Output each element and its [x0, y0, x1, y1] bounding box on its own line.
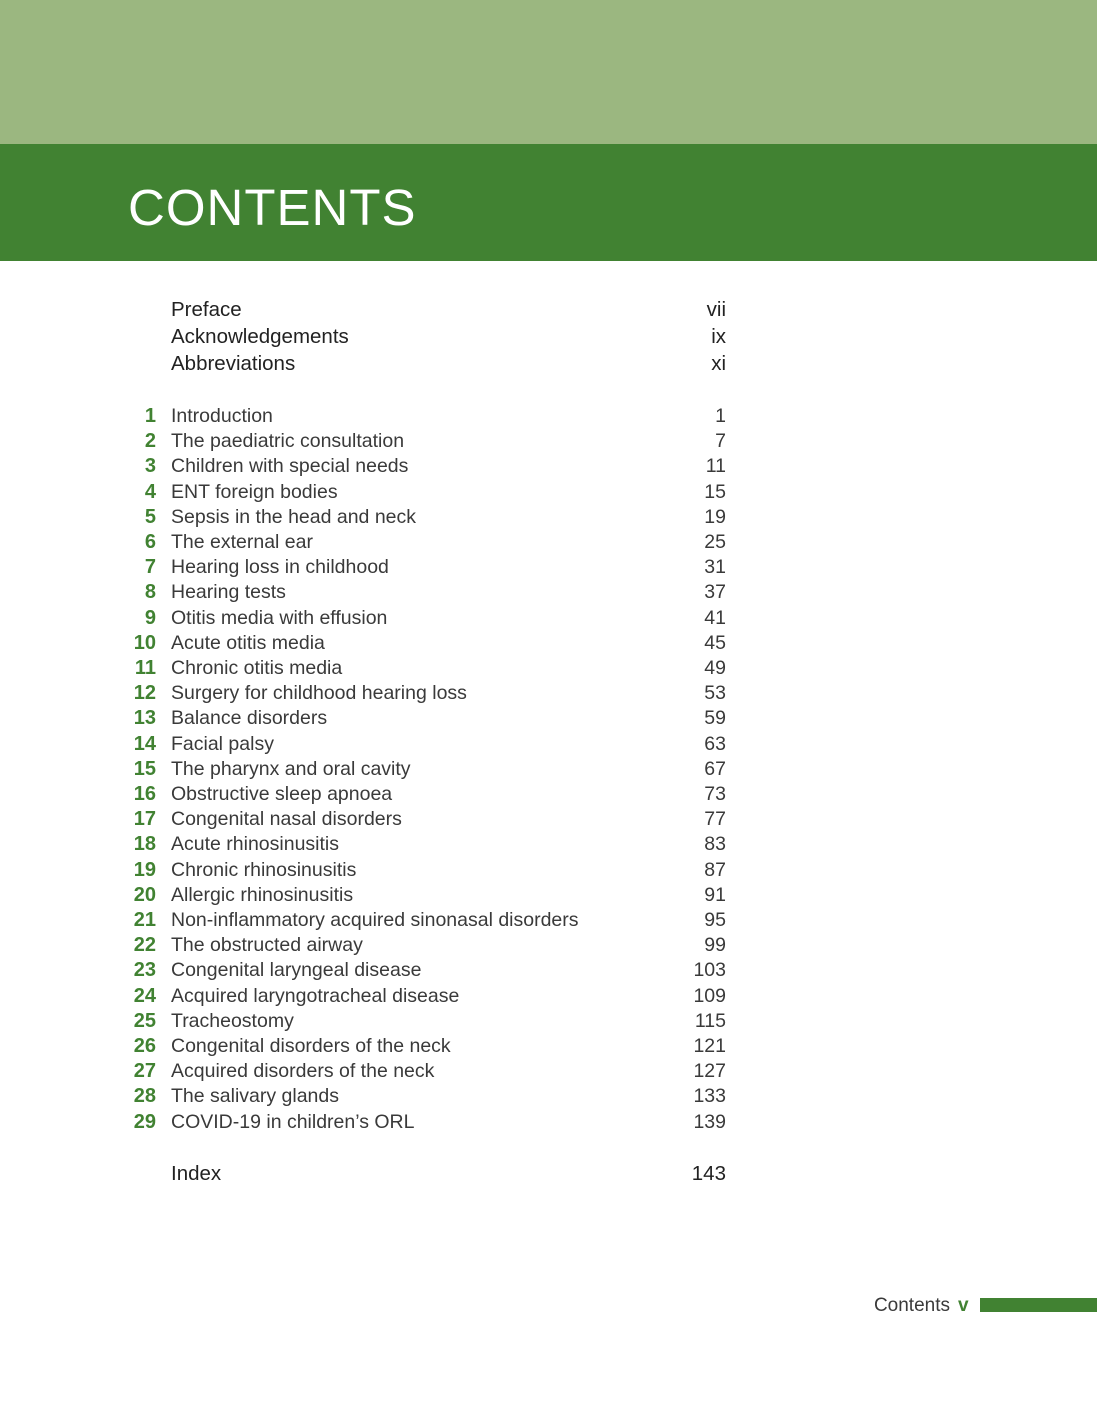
chapter-number: 6	[144, 531, 156, 553]
chapter-page: 91	[704, 883, 726, 906]
chapter-row[interactable]	[0, 731, 1097, 756]
chapter-row[interactable]	[0, 983, 1097, 1008]
chapter-title: Balance disorders	[171, 707, 328, 730]
chapter-title: Sepsis in the head and neck	[171, 505, 417, 528]
front-matter-item[interactable]	[0, 296, 1097, 323]
chapter-row[interactable]	[0, 630, 1097, 655]
chapter-page: 127	[693, 1060, 726, 1083]
chapter-page: 49	[704, 657, 726, 679]
chapter-page: 77	[704, 808, 726, 831]
footer-label: Contents	[873, 1295, 950, 1316]
chapter-number: 10	[133, 631, 156, 654]
chapter-row[interactable]	[0, 781, 1097, 806]
chapter-page: 99	[704, 934, 726, 957]
chapter-number: 9	[144, 606, 156, 629]
chapter-title: Obstructive sleep apnoea	[171, 783, 393, 805]
chapter-title: Hearing loss in childhood	[171, 556, 389, 579]
front-matter-page: xi	[711, 352, 726, 375]
chapter-page: 73	[704, 783, 726, 805]
page-title: CONTENTS	[128, 179, 417, 236]
chapter-page: 37	[704, 581, 726, 604]
chapter-page: 41	[704, 606, 726, 629]
chapter-title: Surgery for childhood hearing loss	[171, 682, 467, 705]
chapter-number: 3	[144, 455, 156, 478]
chapter-page: 63	[704, 732, 726, 755]
chapter-page: 25	[704, 531, 726, 553]
front-matter-item[interactable]	[0, 323, 1097, 350]
chapter-number: 28	[133, 1085, 156, 1108]
chapter-page: 1	[715, 405, 726, 427]
chapter-row[interactable]	[0, 882, 1097, 907]
chapter-row[interactable]	[0, 756, 1097, 781]
front-matter-item[interactable]	[0, 350, 1097, 377]
chapter-title: Allergic rhinosinusitis	[171, 883, 354, 906]
chapter-number: 8	[144, 581, 156, 604]
chapter-page: 31	[704, 556, 726, 579]
back-matter-page: 143	[691, 1162, 726, 1185]
chapter-title: The pharynx and oral cavity	[171, 757, 411, 780]
back-matter-item[interactable]	[0, 1160, 1097, 1187]
chapter-page: 109	[693, 984, 726, 1007]
chapter-title: Acquired disorders of the neck	[171, 1060, 435, 1083]
chapter-title: Congenital disorders of the neck	[171, 1035, 451, 1057]
chapter-row[interactable]	[0, 605, 1097, 630]
chapter-page: 115	[694, 1009, 726, 1032]
chapter-page: 15	[704, 480, 726, 503]
chapter-row[interactable]	[0, 579, 1097, 604]
chapter-row[interactable]	[0, 932, 1097, 957]
chapter-number: 12	[133, 682, 156, 705]
chapter-page: 59	[704, 707, 726, 730]
chapter-title: Children with special needs	[171, 455, 409, 478]
chapter-number: 2	[144, 430, 156, 453]
chapter-title: ENT foreign bodies	[171, 480, 338, 503]
chapter-page: 83	[704, 833, 726, 856]
chapter-page: 11	[705, 455, 726, 478]
chapter-title: Non-inflammatory acquired sinonasal disorders	[171, 909, 579, 931]
chapter-row[interactable]	[0, 1109, 1097, 1134]
chapter-row[interactable]	[0, 479, 1097, 504]
chapter-title: COVID-19 in children’s ORL	[171, 1110, 415, 1133]
chapter-number: 20	[133, 883, 156, 906]
chapter-number: 29	[133, 1110, 156, 1133]
chapter-row[interactable]	[0, 806, 1097, 831]
chapter-row[interactable]	[0, 403, 1097, 428]
chapter-title: Chronic rhinosinusitis	[171, 858, 357, 881]
chapter-title: Acquired laryngotracheal disease	[171, 984, 460, 1007]
header-top-band	[0, 0, 1097, 144]
chapter-row[interactable]	[0, 1058, 1097, 1083]
chapter-title: Hearing tests	[171, 581, 286, 604]
back-matter-title: Index	[171, 1162, 222, 1185]
chapter-row[interactable]	[0, 831, 1097, 856]
chapter-number: 5	[144, 505, 156, 528]
chapter-row[interactable]	[0, 504, 1097, 529]
chapter-title: Acute otitis media	[171, 631, 325, 654]
chapter-page: 19	[704, 505, 726, 528]
chapter-row[interactable]	[0, 655, 1097, 680]
chapter-number: 11	[134, 657, 156, 679]
chapter-title: Chronic otitis media	[171, 657, 343, 679]
chapter-title: The external ear	[171, 531, 313, 553]
chapter-page: 103	[693, 959, 726, 982]
chapter-title: The obstructed airway	[171, 934, 363, 957]
front-matter-title: Preface	[171, 298, 242, 321]
chapter-number: 18	[133, 833, 156, 856]
chapter-title: Introduction	[171, 405, 273, 427]
chapter-row[interactable]	[0, 705, 1097, 730]
chapter-page: 53	[704, 682, 726, 705]
chapter-row[interactable]	[0, 529, 1097, 554]
chapter-row[interactable]	[0, 453, 1097, 478]
chapter-page: 45	[704, 631, 726, 654]
chapter-number: 25	[133, 1009, 156, 1032]
chapter-page: 95	[704, 909, 726, 931]
chapter-number: 13	[133, 707, 156, 730]
chapter-page: 87	[704, 858, 726, 881]
chapter-row[interactable]	[0, 1008, 1097, 1033]
chapter-number: 23	[133, 959, 156, 982]
chapter-row[interactable]	[0, 680, 1097, 705]
front-matter-page: vii	[706, 298, 726, 321]
chapter-title: Facial palsy	[171, 732, 274, 755]
footer-page-number: v	[958, 1295, 969, 1316]
chapter-title: Congenital laryngeal disease	[171, 959, 422, 982]
chapter-number: 1	[144, 405, 156, 427]
front-matter-title: Abbreviations	[171, 352, 296, 375]
chapter-number: 4	[144, 480, 156, 503]
chapter-page: 121	[693, 1035, 726, 1057]
chapter-number: 14	[133, 732, 156, 755]
front-matter-page: ix	[711, 325, 726, 348]
chapter-row[interactable]	[0, 857, 1097, 882]
chapter-number: 22	[133, 934, 156, 957]
chapter-page: 139	[693, 1110, 726, 1133]
chapter-title: Tracheostomy	[171, 1009, 294, 1032]
chapter-number: 24	[133, 984, 156, 1007]
chapter-page: 133	[693, 1085, 726, 1108]
chapter-number: 21	[133, 909, 156, 931]
footer-accent-bar	[980, 1298, 1097, 1312]
chapter-number: 17	[133, 808, 156, 831]
chapter-title: The salivary glands	[171, 1085, 339, 1108]
chapter-title: Otitis media with effusion	[171, 606, 388, 629]
chapter-number: 19	[133, 858, 156, 881]
chapter-row[interactable]	[0, 554, 1097, 579]
chapter-title: Acute rhinosinusitis	[171, 833, 339, 856]
chapter-page: 67	[704, 757, 726, 780]
chapter-number: 7	[144, 556, 156, 579]
chapter-number: 26	[133, 1035, 156, 1057]
front-matter-title: Acknowledgements	[171, 325, 349, 348]
chapter-row[interactable]	[0, 428, 1097, 453]
chapter-row[interactable]	[0, 907, 1097, 932]
chapter-row[interactable]	[0, 1033, 1097, 1058]
chapter-number: 16	[133, 783, 156, 805]
chapter-title: Congenital nasal disorders	[171, 808, 402, 831]
chapter-page: 7	[715, 430, 726, 453]
chapter-row[interactable]	[0, 957, 1097, 982]
chapter-number: 27	[133, 1060, 156, 1083]
chapter-row[interactable]	[0, 1083, 1097, 1108]
chapter-number: 15	[133, 757, 156, 780]
chapter-title: The paediatric consultation	[171, 430, 405, 453]
